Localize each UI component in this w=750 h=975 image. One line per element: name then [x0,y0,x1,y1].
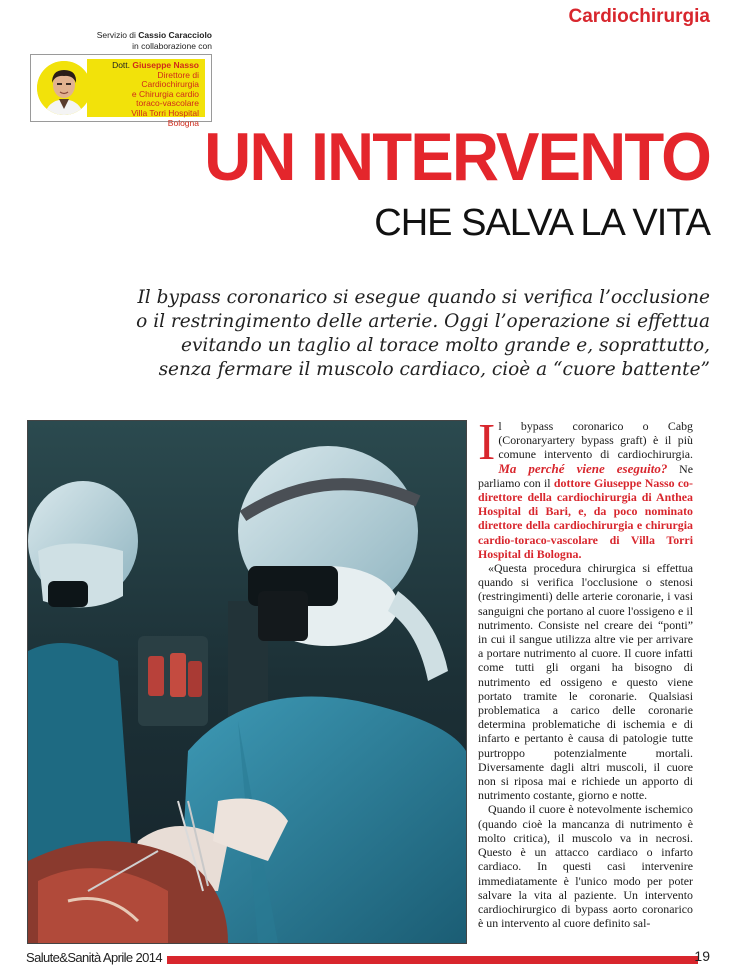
doctor-role-line: e Chirurgia cardio [131,88,199,99]
lead-line: senza fermare il muscolo cardiaco, cioè a “cuore battente” [158,359,710,380]
doctor-highlight: dottore Giuseppe Nasso co-direttore della cardiochirurgia di Anthea Hospital di Bari, e, da poco nominato direttore della cardiochirurgia e chirurgia cardio-toraco-vascolare di Villa Torri Hospital di Bologna. [478,475,694,561]
intro-text: Ne parliamo con il [478,461,693,490]
article-paragraph [478,414,694,561]
doctor-portrait [37,61,91,115]
drop-cap: I [478,414,496,471]
doctor-role-line: Villa Torri Hospital [131,107,199,118]
intro-text: l bypass coronarico o Cabg (Coronaryartery bypass graft) è il più comune intervento di cardiochirurgia. [498,419,693,462]
author-credits [30,30,212,128]
collab-text: in collaborazione con [132,41,212,51]
magazine-issue: Salute&Sanità Aprile 2014 [26,950,163,965]
section-label: Cardiochirurgia [568,6,710,27]
lead-line: evitando un taglio al torace molto grande e, soprattutto, [181,335,710,356]
service-credit [30,30,212,52]
article-paragraph: «Questa procedura chirurgica si effettua quando si verifica l'occlusione o stenosi (restringimenti) delle arterie coronarie, i vasi sanguigni che portano al cuore l'ossigeno e il nutrimento. Consiste nel creare dei “ponti” in cui il sangue utilizza altre vie per arrivare a portare nutrimento al cuore. Il cuore infatti come tutti gli organi ha bisogno di nutrimento ed ossigeno e questo viene portato tramite le coronarie. Qualsiasi problematica a carico delle coronarie determina problematiche di ischemia e di infarto e pertanto è causa di patologie tutte purtroppo potenzialmente mortali. Diversamente dagli altri muscoli, il cuore non si riposa mai e richiede un apporto di nutrimento costante, giorno e notte. [478,561,693,803]
subheadline: CHE SALVA LA VITA [374,202,710,244]
article-body [478,414,694,931]
doctor-role-line: toraco-vascolare [136,98,199,109]
doctor-prefix: Dott. [112,60,131,70]
lead-line: o il restringimento delle arterie. Oggi l’operazione si effettua [136,311,710,332]
doctor-role-line: Direttore di Cardiochirurgia [141,69,199,90]
surgeons-operating-photo [27,420,467,944]
doctor-name-text: Giuseppe Nasso [132,60,199,70]
lead-paragraph [120,286,710,382]
article-paragraph: Quando il cuore è notevolmente ischemico (quando cioè la mancanza di nutrimento è molto critica), il muscolo va in necrosi. Questo è un attacco cardiaco o infarto cardiaco. In questi casi intervenire immediatamente è l'unico modo per poter salvare la vita al paziente. Un intervento cardiochirurgico di bypass aorto coronarico è un intervento al cuore definito sal- [478,802,693,931]
doctor-card [30,54,212,128]
service-author: Cassio Caracciolo [138,30,212,40]
headline: UN INTERVENTO [204,119,710,195]
service-prefix: Servizio di [96,30,136,40]
intro-question: Ma perché viene eseguito? [498,460,668,476]
footer-red-bar [167,956,698,964]
lead-line: Il bypass coronarico si esegue quando si verifica l’occlusione [137,287,710,308]
doctor-info [87,59,205,128]
doctor-role-line: Bologna [167,117,199,128]
page-number: 19 [694,948,710,964]
